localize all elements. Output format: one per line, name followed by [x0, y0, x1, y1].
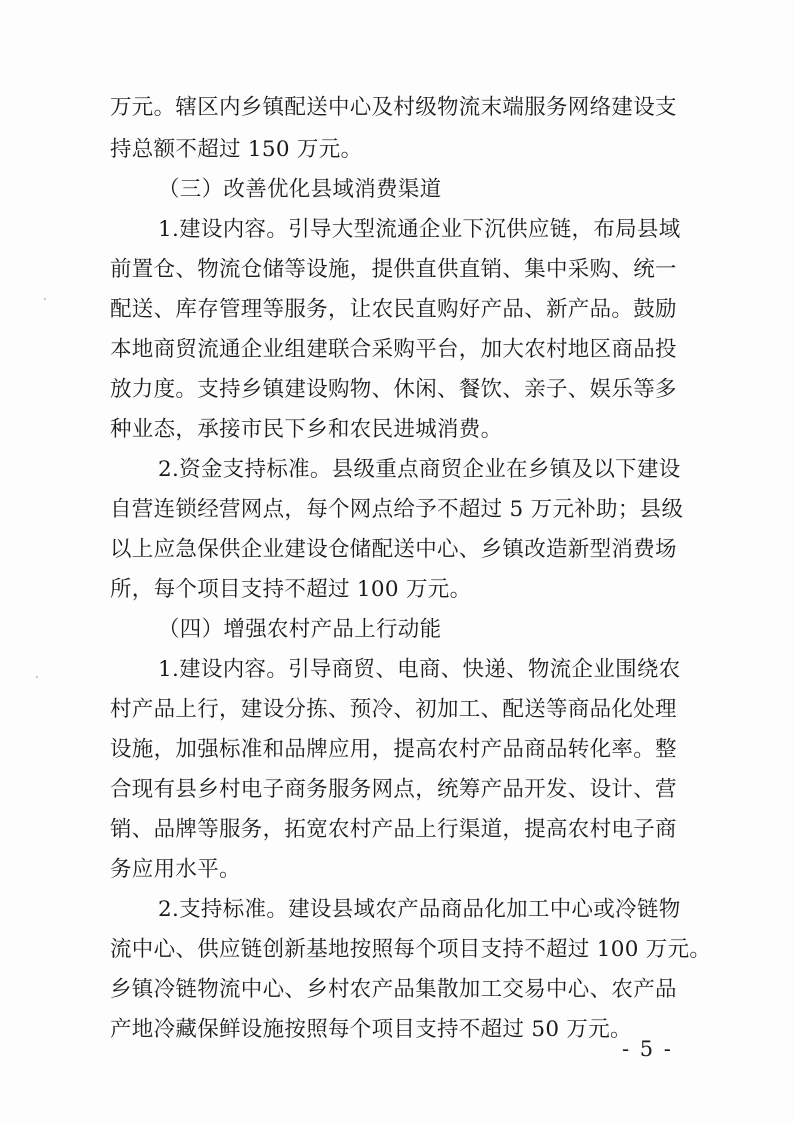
section-heading-3: （三）改善优化县域消费渠道 [158, 177, 442, 202]
paragraph-line: 所，每个项目支持不超过 100 万元。 [110, 577, 472, 602]
paragraph-line: 流中心、供应链创新基地按照每个项目支持不超过 100 万元。 [110, 937, 712, 962]
paragraph-line: 放力度。支持乡镇建设购物、休闲、餐饮、亲子、娱乐等多 [110, 377, 677, 402]
paragraph-line: 村产品上行，建设分拣、预冷、初加工、配送等商品化处理 [110, 697, 677, 722]
page-number: - 5 - [622, 1037, 673, 1061]
section-heading-4: （四）增强农村产品上行动能 [158, 617, 442, 642]
paragraph-line: 2.资金支持标准。县级重点商贸企业在乡镇及以下建设 [158, 457, 681, 482]
paragraph-line: 乡镇冷链物流中心、乡村农产品集散加工交易中心、农产品 [110, 977, 677, 1002]
paragraph-line: 2.支持标准。建设县域农产品商品化加工中心或冷链物 [158, 897, 681, 922]
paragraph-line: 销、品牌等服务，拓宽农村产品上行渠道，提高农村电子商 [110, 817, 677, 842]
paragraph-line: 务应用水平。 [110, 857, 241, 882]
paragraph-line: 合现有县乡村电子商务服务网点，统筹产品开发、设计、营 [110, 777, 677, 802]
paragraph-line: 前置仓、物流仓储等设施，提供直供直销、集中采购、统一 [110, 257, 677, 282]
paragraph-line: 1.建设内容。引导大型流通企业下沉供应链，布局县域 [158, 217, 681, 242]
paragraph-line: 设施，加强标准和品牌应用，提高农村产品商品转化率。整 [110, 737, 677, 762]
paragraph-line: 产地冷藏保鲜设施按照每个项目支持不超过 50 万元。 [110, 1017, 632, 1042]
paragraph-line: 自营连锁经营网点，每个网点给予不超过 5 万元补助；县级 [110, 497, 684, 522]
paragraph-line: 种业态，承接市民下乡和农民进城消费。 [110, 417, 503, 442]
paragraph-line: 万元。辖区内乡镇配送中心及村级物流末端服务网络建设支 [110, 95, 677, 120]
scan-speck [44, 298, 46, 300]
paragraph-line: 本地商贸流通企业组建联合采购平台，加大农村地区商品投 [110, 337, 677, 362]
paragraph-line: 以上应急保供企业建设仓储配送中心、乡镇改造新型消费场 [110, 537, 677, 562]
scan-speck [36, 676, 38, 678]
paragraph-line: 1.建设内容。引导商贸、电商、快递、物流企业围绕农 [158, 657, 681, 682]
paragraph-line: 配送、库存管理等服务，让农民直购好产品、新产品。鼓励 [110, 297, 677, 322]
paragraph-line: 持总额不超过 150 万元。 [110, 137, 363, 162]
